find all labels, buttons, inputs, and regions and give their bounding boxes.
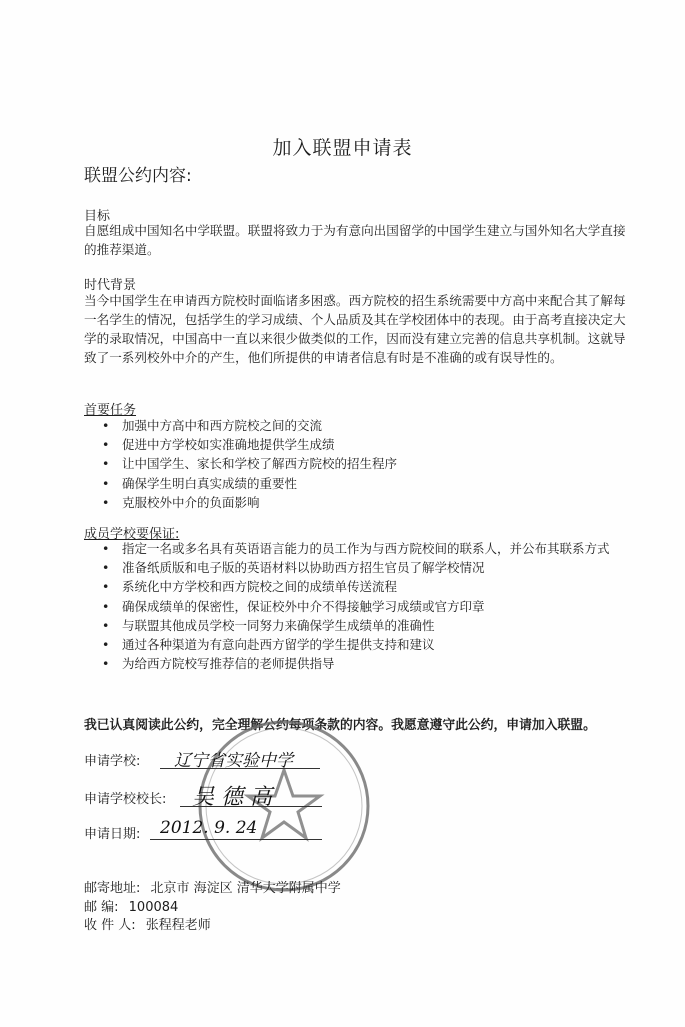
- background-heading: 时代背景: [84, 278, 137, 293]
- principal-label: 申请学校校长:: [84, 792, 167, 807]
- section-subtitle: 联盟公约内容:: [84, 166, 192, 186]
- list-item: • 与联盟其他成员学校一同努力来确保学生成绩单的准确性: [102, 616, 622, 635]
- postcode-value: 100084: [128, 900, 179, 915]
- goal-text: 自愿组成中国知名中学联盟。联盟将致力于为有意向出国留学的中国学生建立与国外知名大学直接的推荐渠道。: [84, 223, 626, 257]
- list-item: • 加强中方高中和西方院校之间的交流: [102, 416, 622, 435]
- tasks-heading: 首要任务: [84, 403, 137, 418]
- address-label: 邮寄地址:: [84, 881, 141, 896]
- list-item: • 促进中方学校如实准确地提供学生成绩: [102, 435, 622, 454]
- list-item: • 指定一名或多名具有英语语言能力的员工作为与西方院校间的联系人，并公布其联系方式: [102, 539, 622, 558]
- school-label: 申请学校:: [84, 754, 141, 769]
- list-item: • 准备纸质版和电子版的英语材料以协助西方招生官员了解学校情况: [102, 558, 622, 577]
- date-label: 申请日期:: [84, 827, 141, 842]
- recipient-label: 收 件 人:: [84, 918, 136, 933]
- goal-heading: 目标: [84, 209, 111, 224]
- list-item: • 为给西方院校写推荐信的老师提供指导: [102, 654, 622, 673]
- tasks-list: [102, 416, 622, 512]
- declaration-statement: 我已认真阅读此公约，完全理解公约每项条款的内容。我愿意遵守此公约，申请加入联盟。: [84, 718, 596, 733]
- date-underline: [150, 839, 322, 840]
- date-signature: 2012. 9. 24: [160, 818, 258, 838]
- list-item: • 确保成绩单的保密性，保证校外中介不得接触学习成绩或官方印章: [102, 597, 622, 616]
- background-text: 当今中国学生在申请西方院校时面临诸多困惑。西方院校的招生系统需要中方高中来配合其了解每一名学生的情况，包括学生的学习成绩、个人品质及其在学校团体中的表现。由于高考直接决定大学的录取情况，中国高中一直以来很少做类似的工作，因而没有建立完善的信息共享机制。这就导致了一系列校外中介的产生，他们所提供的申请者信息有时是不准确的或有误导性的。: [84, 293, 626, 365]
- guarantees-heading: 成员学校要保证:: [84, 527, 180, 542]
- list-item: • 确保学生明白真实成绩的重要性: [102, 474, 622, 493]
- mailing-postcode: [84, 896, 178, 915]
- postcode-label: 邮 编:: [84, 900, 119, 915]
- page-title: 加入联盟申请表: [272, 137, 413, 159]
- mailing-recipient: [84, 914, 211, 933]
- list-item: • 让中国学生、家长和学校了解西方院校的招生程序: [102, 454, 622, 473]
- principal-signature: 吴 德 高: [192, 785, 272, 810]
- list-item: • 克服校外中介的负面影响: [102, 493, 622, 512]
- recipient-value: 张程程老师: [145, 918, 211, 933]
- list-item: • 通过各种渠道为有意向赴西方留学的学生提供支持和建议: [102, 635, 622, 654]
- mailing-address: [84, 877, 341, 896]
- list-item: • 系统化中方学校和西方院校之间的成绩单传送流程: [102, 577, 622, 596]
- address-value: 北京市 海淀区 清华大学附属中学: [150, 881, 341, 896]
- school-signature: 辽宁省实验中学: [174, 751, 293, 771]
- guarantees-list: [102, 539, 622, 673]
